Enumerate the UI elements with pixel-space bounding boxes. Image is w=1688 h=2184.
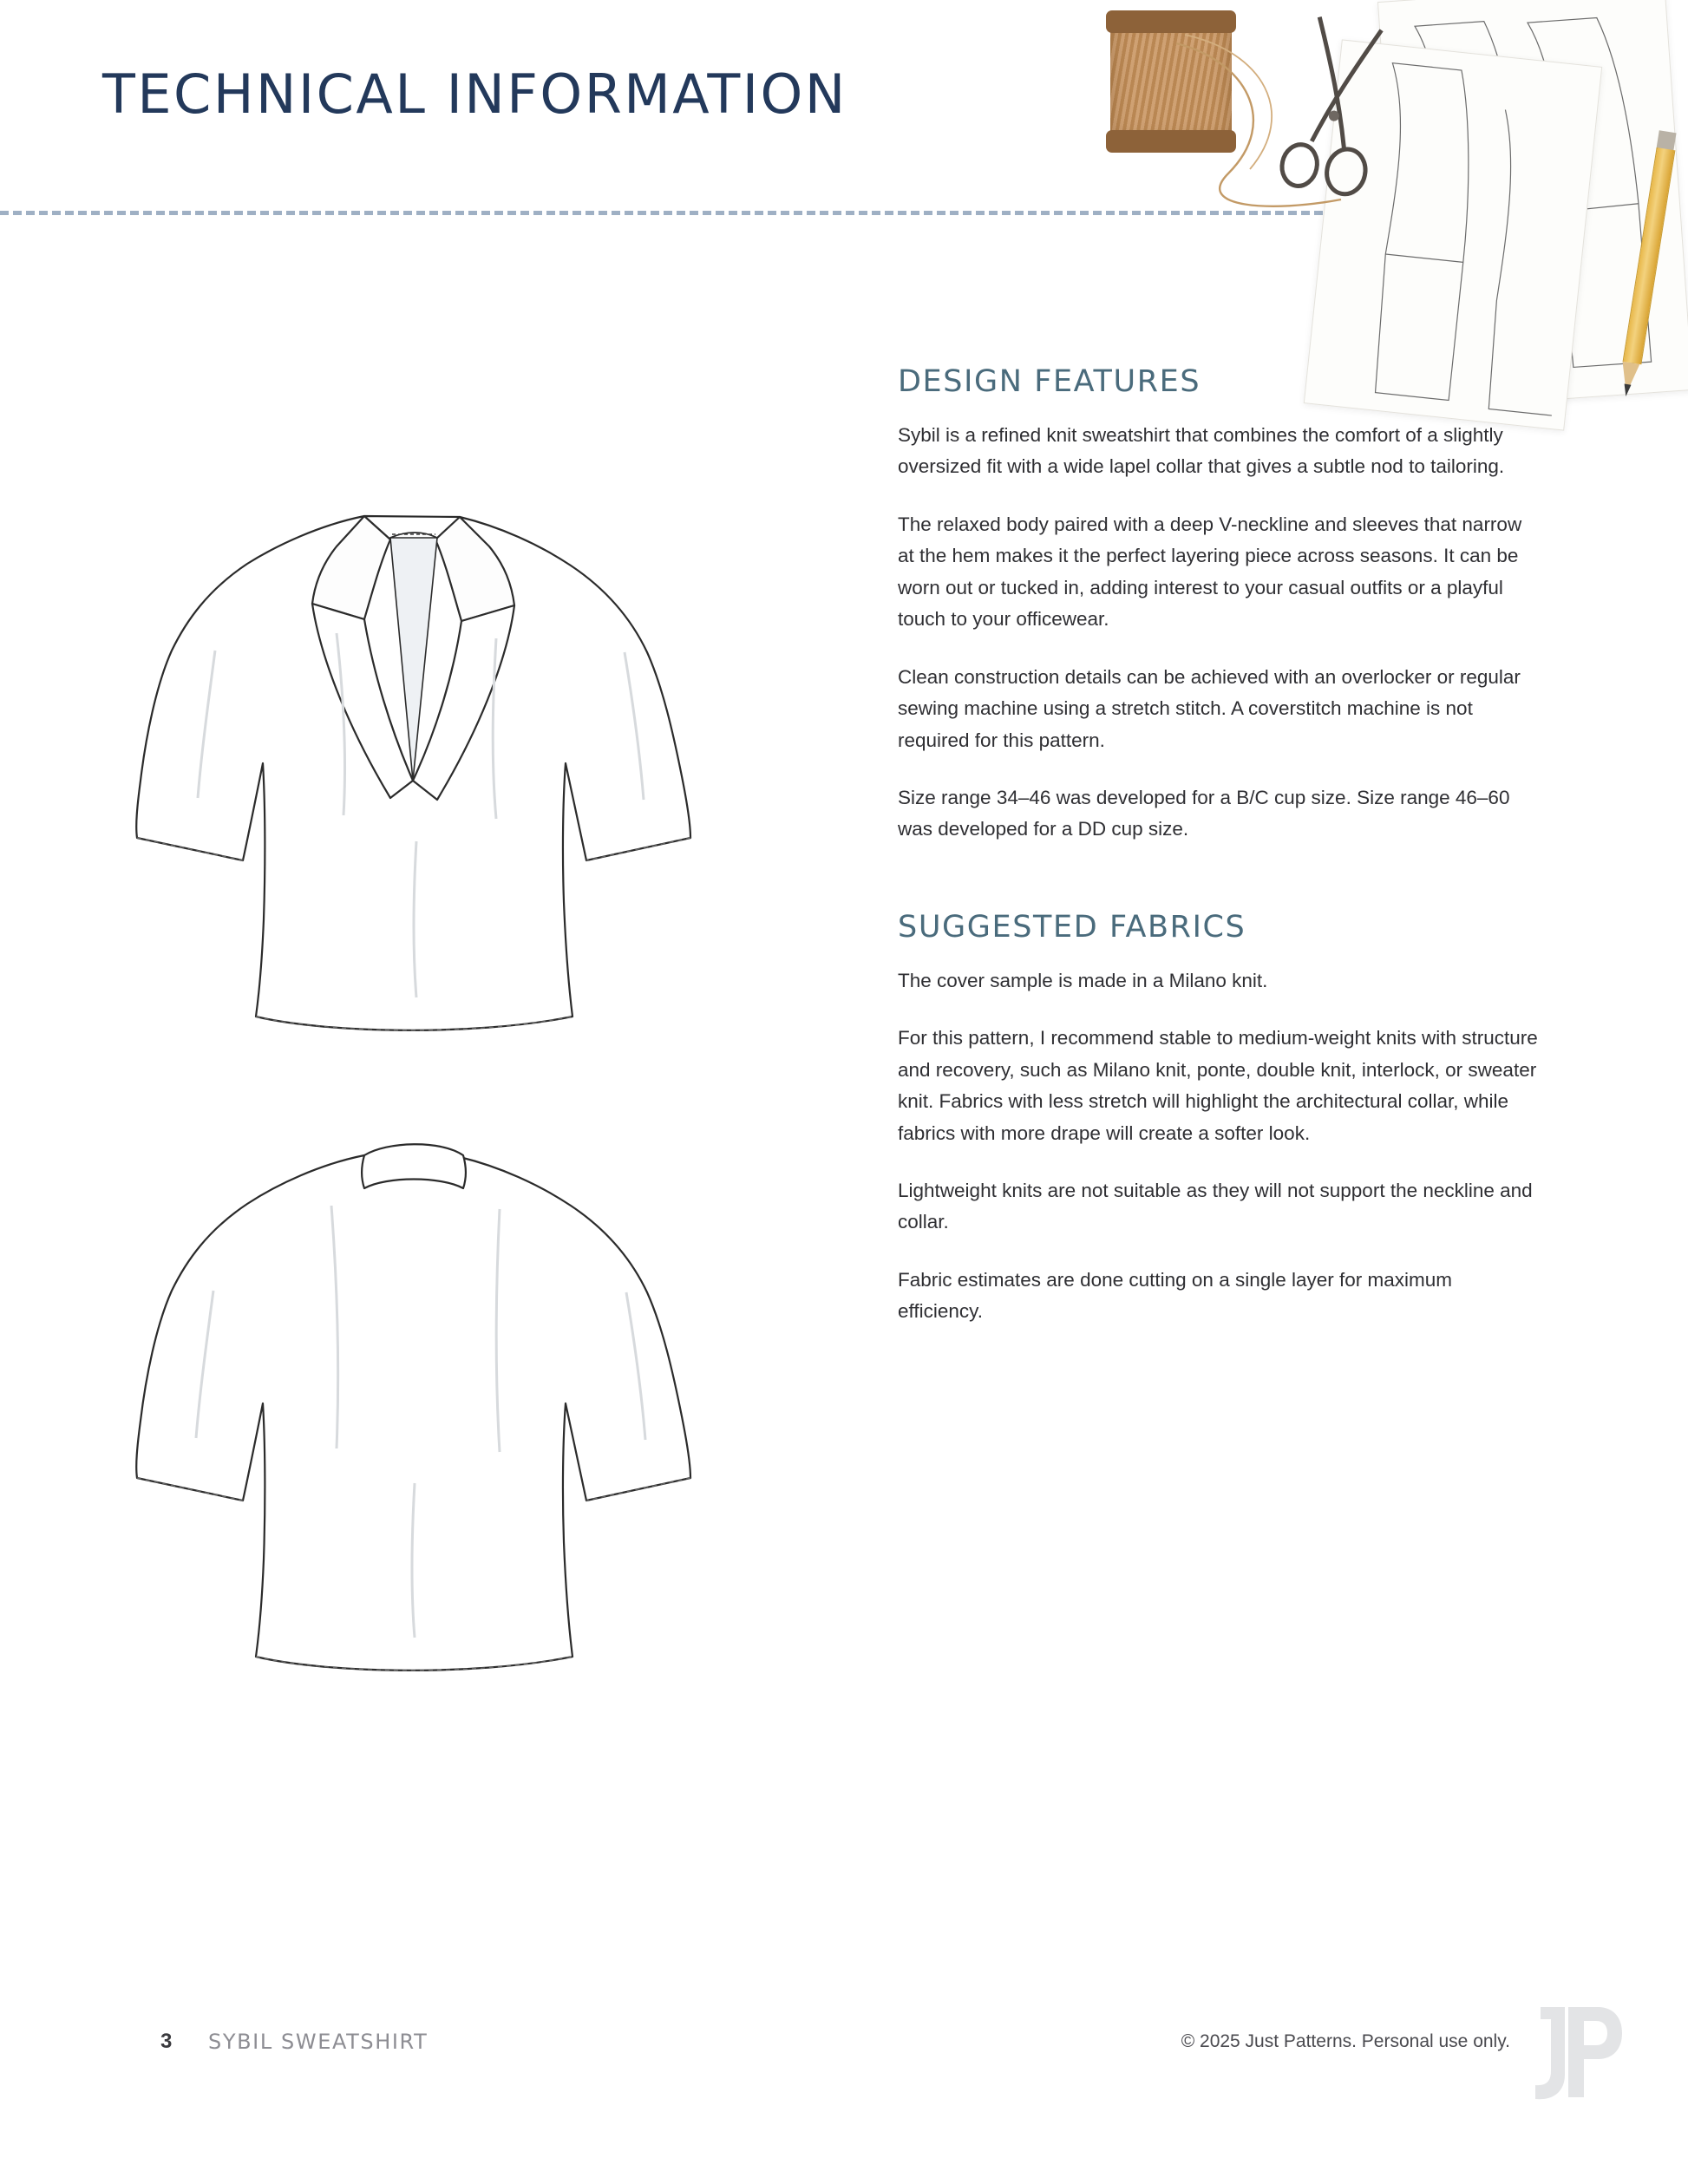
- section-title-suggested-fabrics: SUGGESTED FABRICS: [898, 909, 1246, 945]
- footer-document-name: SYBIL SWEATSHIRT: [208, 2030, 429, 2054]
- suggested-fabrics-paragraph-1: The cover sample is made in a Milano knit.: [898, 969, 1268, 991]
- suggested-fabrics-paragraph-2: For this pattern, I recommend stable to medium-weight knits with structure and recovery, such as Milano knit, ponte, double knit, interlock, or sweater knit. Fabrics with less stretch will highlight the architectural collar, while fabrics with more drape will create a softer look.: [898, 1027, 1538, 1144]
- page-title: TECHNICAL INFORMATION: [102, 62, 847, 126]
- just-patterns-logo: [1515, 1995, 1627, 2108]
- front-flat-svg: [104, 434, 867, 1093]
- technical-flats: [104, 434, 867, 1761]
- footer-page-number: 3: [160, 2030, 173, 2053]
- design-features-paragraph-3: Clean construction details can be achieved with an overlocker or regular sewing machine using a stretch stitch. A coverstitch machine is not required for this pattern.: [898, 665, 1521, 751]
- design-features-paragraph-1: Sybil is a refined knit sweatshirt that combines the comfort of a slightly oversized fit with a wide lapel collar that gives a subtle nod to tailoring.: [898, 424, 1505, 478]
- design-features-paragraph-4: Size range 34–46 was developed for a B/C cup size. Size range 46–60 was developed for a DD cup size.: [898, 786, 1510, 840]
- suggested-fabrics-paragraph-4: Fabric estimates are done cutting on a single layer for maximum efficiency.: [898, 1268, 1453, 1323]
- sweatshirt-back-illustration: [104, 1102, 867, 1761]
- footer-copyright: © 2025 Just Patterns. Personal use only.: [1181, 2031, 1510, 2051]
- back-flat-svg: [104, 1102, 867, 1761]
- suggested-fabrics-paragraph-3: Lightweight knits are not suitable as they will not support the neckline and collar.: [898, 1180, 1533, 1233]
- sweatshirt-front-illustration: [104, 434, 867, 1093]
- content-column: [898, 364, 1540, 1328]
- design-features-paragraph-2: The relaxed body paired with a deep V-neckline and sleeves that narrow at the hem makes it the perfect layering piece across seasons. It can be worn out or tucked in, adding interest to your casual outfits or a playful touch to your officewear.: [898, 513, 1522, 631]
- pencil-lead: [1622, 384, 1631, 397]
- section-title-design-features: DESIGN FEATURES: [898, 364, 1201, 399]
